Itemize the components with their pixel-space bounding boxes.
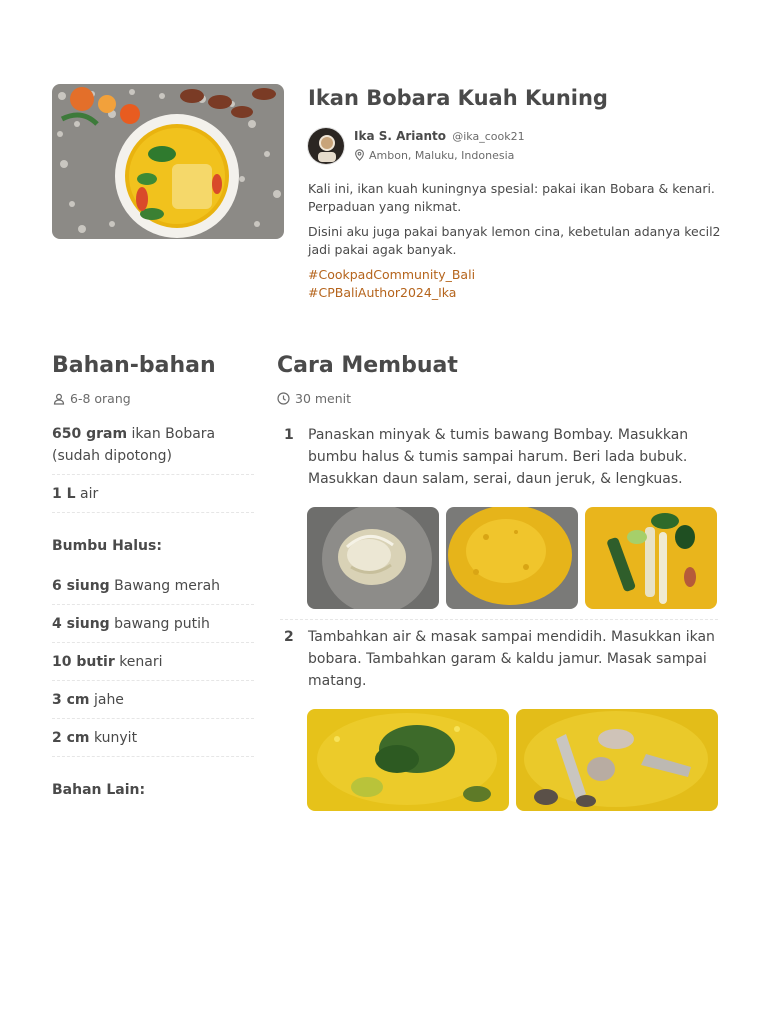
step-text: Tambahkan air & masak sampai mendidih. Masukkan ikan bobara. Tambahkan garam & kaldu jamur. Masak sampai matang. xyxy=(308,629,715,689)
steps-heading: Cara Membuat xyxy=(277,353,458,378)
description-paragraph: Kali ini, ikan kuah kuningnya spesial: pakai ikan Bobara & kenari. Perpaduan yang nikmat. xyxy=(308,181,715,214)
ingredient-item xyxy=(52,651,254,681)
avatar[interactable] xyxy=(307,127,345,165)
ingredients-heading: Bahan-bahan xyxy=(52,353,216,378)
location-text: Ambon, Maluku, Indonesia xyxy=(369,149,515,162)
step-divider xyxy=(280,619,718,620)
ingredient-list xyxy=(52,423,254,819)
ingredient-section-heading: Bumbu Halus: xyxy=(52,538,162,554)
ingredient-item xyxy=(52,613,254,643)
location-pin-icon xyxy=(354,149,365,161)
ingredient-qty: 3 cm xyxy=(52,692,90,708)
ingredient-qty: 2 cm xyxy=(52,730,90,746)
recipe-title: Ikan Bobara Kuah Kuning xyxy=(308,86,608,110)
ingredient-item xyxy=(52,575,254,605)
ingredient-item xyxy=(52,423,254,475)
step-number: 1 xyxy=(284,427,294,443)
step-photo[interactable] xyxy=(516,709,718,811)
servings-text: 6-8 orang xyxy=(70,391,131,406)
duration xyxy=(277,391,351,406)
ingredient-name: jahe xyxy=(93,692,124,708)
step-text: Panaskan minyak & tumis bawang Bombay. Masukkan bumbu halus & tumis sampai harum. Beri lada bubuk. Masukkan daun salam, serai, daun jeruk, & lengkuas. xyxy=(308,427,689,487)
ingredient-name: bawang putih xyxy=(114,616,210,632)
recipe-hero-photo[interactable] xyxy=(52,84,284,239)
ingredient-item xyxy=(52,483,254,513)
description-paragraph: Disini aku juga pakai banyak lemon cina, kebetulan adanya kecil2 jadi pakai agak banyak. xyxy=(308,224,721,257)
hashtag-link[interactable]: #CPBaliAuthor2024_Ika xyxy=(308,285,457,300)
ingredient-name: ikan Bobara (sudah dipotong) xyxy=(52,426,216,464)
ingredient-item xyxy=(52,689,254,719)
servings xyxy=(53,391,131,406)
ingredient-name: air xyxy=(80,486,99,502)
ingredient-item xyxy=(52,727,254,757)
ingredient-qty: 6 siung xyxy=(52,578,110,594)
step-number: 2 xyxy=(284,629,294,645)
duration-text: 30 menit xyxy=(295,391,352,406)
ingredient-name: Bawang merah xyxy=(114,578,221,594)
step-photo[interactable] xyxy=(307,507,439,609)
author-handle: @ika_cook21 xyxy=(452,130,525,143)
ingredient-name: kenari xyxy=(119,654,163,670)
hashtag-link[interactable]: #CookpadCommunity_Bali xyxy=(308,267,476,282)
ingredient-name: kunyit xyxy=(93,730,138,746)
author-name[interactable] xyxy=(354,129,525,143)
person-icon xyxy=(53,393,65,405)
ingredient-qty: 10 butir xyxy=(52,654,115,670)
ingredient-qty: 4 siung xyxy=(52,616,110,632)
clock-icon xyxy=(277,392,290,405)
author-location xyxy=(354,149,514,162)
author-block[interactable] xyxy=(307,127,727,165)
step-photo[interactable] xyxy=(446,507,578,609)
ingredient-qty: 1 L xyxy=(52,486,76,502)
step-photo[interactable] xyxy=(307,709,509,811)
recipe-description xyxy=(308,180,728,302)
ingredient-qty: 650 gram xyxy=(52,426,128,442)
ingredient-section-heading: Bahan Lain: xyxy=(52,782,146,798)
step-photo[interactable] xyxy=(585,507,717,609)
author-name-text: Ika S. Arianto xyxy=(354,129,447,143)
